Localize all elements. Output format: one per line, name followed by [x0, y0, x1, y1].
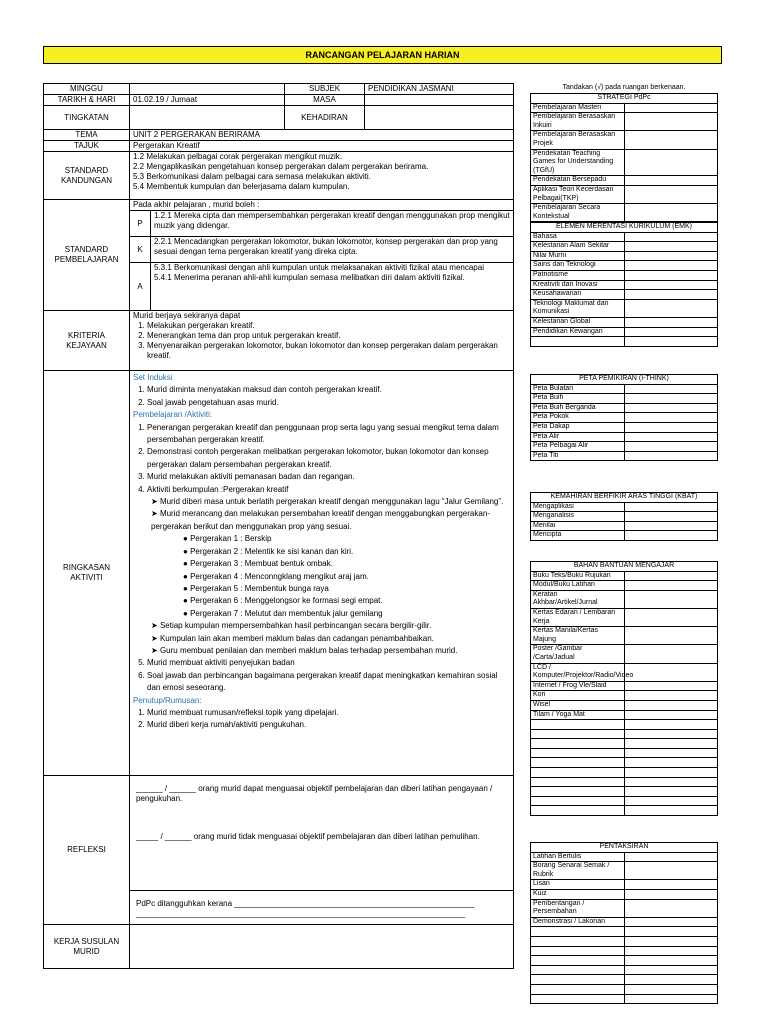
refleksi-label: REFLEKSI: [44, 776, 130, 925]
arrow-icon: ➤: [151, 509, 158, 519]
pentaksiran-tick-box[interactable]: [624, 917, 718, 927]
pentaksiran-item-label: [531, 965, 625, 975]
emk-tick-box[interactable]: [624, 251, 718, 261]
refleksi-line2: _____ / ______ orang murid tidak menguasai objektif pembelajaran dan diberi latihan pemulihan.: [136, 832, 480, 841]
kk-item: 2. Menerangkan tema dan prop untuk pergerakan kreatif.: [147, 331, 510, 341]
pentaksiran-item-label: [531, 927, 625, 937]
bbm-item-label: [531, 768, 625, 778]
arrow-item: Murid merancang dan melakukan persembahan kreatif dengan menggabungkan pergerakan-pergerakan berikut dan menggunakan prop yang sesuai.: [151, 509, 490, 531]
ithink-table: [530, 374, 718, 461]
ithink-item-label: Peta Pokok: [531, 413, 625, 423]
sk-item: 1.2 Melakukan pelbagai corak pergerakan mengikut muzik.: [133, 152, 343, 161]
sk-item: 5.4 Membentuk kumpulan dan belerjasama dalam kumpulan.: [133, 182, 350, 191]
induksi-item: 1. Murid diminta menyatakan maksud dan contoh pergerakan kreatif.: [147, 384, 510, 396]
pentaksiran-item-label: [531, 984, 625, 994]
bbm-tick-box[interactable]: [624, 681, 718, 691]
aktiviti-item: 4. Aktiviti berkumpulan :Pergerakan kreatif: [147, 484, 510, 496]
pentaksiran-tick-box[interactable]: [624, 965, 718, 975]
pentaksiran-heading: PENTAKSIRAN: [531, 843, 718, 853]
ithink-tick-box[interactable]: [624, 422, 718, 432]
tingkatan-value[interactable]: [130, 106, 285, 130]
lesson-plan-table: [43, 83, 514, 969]
ithink-tick-box[interactable]: [624, 442, 718, 452]
penutup-heading: Penutup/Rumusan:: [133, 695, 202, 705]
strategi-tick-box[interactable]: [624, 149, 718, 176]
bbm-item-label: [531, 787, 625, 797]
emk-tick-box[interactable]: [624, 261, 718, 271]
bbm-item-label: Wisel: [531, 700, 625, 710]
sk-content[interactable]: [130, 152, 514, 200]
pentaksiran-tick-box[interactable]: [624, 956, 718, 966]
emk-item-label: Pendidikan Kewangan: [531, 327, 625, 337]
strategi-item-label: Pembelajaran Berasaskan Inkuiri: [531, 113, 625, 131]
pentaksiran-item-label: [531, 975, 625, 985]
sp-key-a: A: [130, 263, 151, 311]
pentaksiran-tick-box[interactable]: [624, 880, 718, 890]
emk-tick-box[interactable]: [624, 337, 718, 347]
bbm-item-label: Kertas Edaran / Lembaran Kerja: [531, 608, 625, 626]
emk-item-label: Kelestarian Global: [531, 317, 625, 327]
emk-tick-box[interactable]: [624, 232, 718, 242]
pentaksiran-item-label: Latihan Bertulis: [531, 852, 625, 862]
bbm-tick-box[interactable]: [624, 627, 718, 645]
sp-intro: Pada akhir pelajaran , murid boleh :: [130, 200, 514, 211]
sp-text-a[interactable]: [151, 263, 514, 311]
ithink-item-label: Peta Titi: [531, 451, 625, 461]
minggu-value[interactable]: [130, 84, 285, 95]
arrow-item: Guru membuat penilaian dan memberi maklum balas terhadap persembahan murid.: [159, 645, 458, 655]
kk-intro: Murid berjaya sekiranya dapat: [133, 311, 241, 320]
pentaksiran-item-label: [531, 936, 625, 946]
ithink-tick-box[interactable]: [624, 384, 718, 394]
bbm-tick-box[interactable]: [624, 710, 718, 720]
pentaksiran-tick-box[interactable]: [624, 899, 718, 917]
emk-tick-box[interactable]: [624, 270, 718, 280]
kk-label: KRITERIA KEJAYAAN: [44, 311, 130, 371]
bbm-item-label: Kertas Manila/Kertas Majung: [531, 627, 625, 645]
kbat-item-label: Menilai: [531, 521, 625, 531]
strategi-tick-box[interactable]: [624, 176, 718, 186]
pentaksiran-tick-box[interactable]: [624, 936, 718, 946]
tajuk-label: TAJUK: [44, 141, 130, 152]
sp-key-p: P: [130, 211, 151, 237]
emk-item-label: Keusahawanan: [531, 290, 625, 300]
bbm-tick-box[interactable]: [624, 729, 718, 739]
arrow-item: Murid diberi masa untuk berlatih pergerakan kreatif dengan menggunakan lagu “Jalur Gemilang”.: [159, 497, 504, 507]
penutup-item: 1. Murid membuat rumusan/refleksi topik yang dipelajari.: [147, 707, 510, 719]
aktiviti-item: 6. Soal jawab dan perbincangan bagaimana pergerakan kreatif dapat meningkatkan kemahiran sosial dan emosi seseorang.: [147, 670, 510, 695]
bbm-item-label: Poster /Gambar /Carta/Jadual: [531, 645, 625, 663]
bbm-tick-box[interactable]: [624, 748, 718, 758]
arrow-icon: ➤: [151, 497, 158, 507]
emk-tick-box[interactable]: [624, 290, 718, 300]
pentaksiran-tick-box[interactable]: [624, 927, 718, 937]
bbm-item-label: [531, 796, 625, 806]
bullet-item: ● Pergerakan 1 : Berskip: [183, 534, 272, 544]
strategi-tick-box[interactable]: [624, 103, 718, 113]
pentaksiran-item-label: [531, 994, 625, 1004]
pentaksiran-item-label: Kuiz: [531, 889, 625, 899]
bbm-item-label: [531, 720, 625, 730]
strategi-tick-box[interactable]: [624, 185, 718, 203]
tema-value[interactable]: UNIT 2 PERGERAKAN BERIRAMA: [130, 130, 514, 141]
kerja-susulan-label: KERJA SUSULAN MURID: [44, 925, 130, 969]
tingkatan-label: TINGKATAN: [44, 106, 130, 130]
bullet-item: ● Pergerakan 6 : Menggelongsor ke formasi segi empat.: [183, 596, 383, 606]
kehadiran-value[interactable]: [365, 106, 514, 130]
emk-table: [530, 222, 718, 347]
arrow-icon: ➤: [151, 633, 158, 643]
pentaksiran-tick-box[interactable]: [624, 975, 718, 985]
ithink-item-label: Peta Buih: [531, 394, 625, 404]
kk-item: 3. Menyenaraikan pergerakan lokomotor, bukan lokomotor dan konsep pergerakan dalam pergerakan kreatif.: [147, 341, 510, 361]
kbat-tick-box[interactable]: [624, 521, 718, 531]
sp-key-k: K: [130, 237, 151, 263]
sp-text-k[interactable]: 2.2.1 Mencadangkan pergerakan lokomotor, bukan lokomotor, konsep pergerakan dan prop yang sesuai dengan tema pergerakan kreatif yang direka cipta.: [151, 237, 514, 263]
ithink-item-label: Peta Bulatan: [531, 384, 625, 394]
arrow-icon: ➤: [151, 621, 158, 631]
page-title: RANCANGAN PELAJARAN HARIAN: [43, 46, 722, 64]
strategi-table: [530, 93, 718, 222]
pentaksiran-tick-box[interactable]: [624, 984, 718, 994]
masa-value[interactable]: [365, 95, 514, 106]
kbat-table: [530, 492, 718, 541]
aktiviti-item: 5. Murid membuat aktiviti penyejukan badan: [147, 657, 510, 669]
minggu-label: MINGGU: [44, 84, 130, 95]
strategi-tick-box[interactable]: [624, 131, 718, 149]
emk-heading: ELEMEN MERENTASI KURIKULUM (EMK): [531, 223, 718, 233]
penutup-item: 2. Murid diberi kerja rumah/aktiviti pengukuhan.: [147, 719, 510, 731]
strategi-tick-box[interactable]: [624, 204, 718, 222]
strategi-item-label: Pendekatan Bersepadu: [531, 176, 625, 186]
strategi-item-label: Pembelajaran Berasaskan Projek: [531, 131, 625, 149]
emk-tick-box[interactable]: [624, 242, 718, 252]
bullet-item: ● Pergerakan 3 : Membuat bentuk ombak.: [183, 559, 333, 569]
bbm-item-label: Internet / Frog Vle/Slaid: [531, 681, 625, 691]
pentaksiran-item-label: [531, 956, 625, 966]
pentaksiran-tick-box[interactable]: [624, 862, 718, 880]
pembelajaran-heading: Pembelajaran /Aktiviti:: [133, 410, 213, 420]
emk-item-label: Nilai Murni: [531, 251, 625, 261]
kk-content[interactable]: [130, 311, 514, 371]
bbm-tick-box[interactable]: [624, 796, 718, 806]
subjek-label: SUBJEK: [285, 84, 365, 95]
subjek-value[interactable]: PENDIDIKAN JASMANI: [365, 84, 514, 95]
tarikh-label: TARIKH & HARI: [44, 95, 130, 106]
sp-text-p[interactable]: 1.2.1 Mereka cipta dan mempersembahkan pergerakan kreatif dengan menggunakan prop mengikut muzik yang didengar.: [151, 211, 514, 237]
pentaksiran-item-label: Demonstrasi / Lakonan: [531, 917, 625, 927]
bbm-tick-box[interactable]: [624, 720, 718, 730]
strategi-item-label: Pembelajaran Masteri: [531, 103, 625, 113]
bullet-item: ● Pergerakan 4 : Menconngklang mengikut araj jam.: [183, 571, 369, 581]
arrow-icon: ➤: [151, 645, 158, 655]
kbat-tick-box[interactable]: [624, 502, 718, 512]
emk-tick-box[interactable]: [624, 280, 718, 290]
set-induksi-heading: Set Induksi: [133, 373, 173, 382]
bullet-item: ● Pergerakan 7 : Melutut dan membentuk jalur gemilang: [183, 608, 383, 618]
bbm-item-label: Kon: [531, 691, 625, 701]
bbm-item-label: [531, 729, 625, 739]
kerja-susulan-value[interactable]: [130, 925, 514, 969]
tema-label: TEMA: [44, 130, 130, 141]
bbm-tick-box[interactable]: [624, 700, 718, 710]
kk-item: 1. Melakukan pergerakan kreatif.: [147, 321, 510, 331]
bbm-tick-box[interactable]: [624, 663, 718, 681]
kbat-tick-box[interactable]: [624, 531, 718, 541]
bbm-tick-box[interactable]: [624, 777, 718, 787]
bbm-tick-box[interactable]: [624, 768, 718, 778]
sp-a-line1: 5.3.1 Berkomunikasi dengan ahli kumpulan untuk melaksanakan aktiviti fizikal atau mencapai: [154, 263, 484, 272]
pentaksiran-tick-box[interactable]: [624, 994, 718, 1004]
ra-label: RINGKASAN AKTIVITI: [44, 371, 130, 776]
bbm-tick-box[interactable]: [624, 691, 718, 701]
ithink-tick-box[interactable]: [624, 403, 718, 413]
refleksi-content[interactable]: [130, 776, 514, 925]
induksi-item: 2. Soal jawab pengetahuan asas murid.: [147, 397, 510, 409]
pentaksiran-table: [530, 842, 718, 1004]
ithink-tick-box[interactable]: [624, 413, 718, 423]
ithink-item-label: Peta Dakap: [531, 422, 625, 432]
emk-item-label: Patriotisme: [531, 270, 625, 280]
ithink-item-label: Peta Alir: [531, 432, 625, 442]
aktiviti-item: 2. Demonstrasi contoh pergerakan melibatkan pergerakan lokomotor, bukan lokomotor dan konsep pergerakan dalam persembahan pergerakan kreatif.: [147, 446, 510, 471]
refleksi-line3: PdPc ditangguhkan kerana ______________________________________________________: [136, 899, 475, 908]
kbat-item-label: Menganalisis: [531, 512, 625, 522]
ithink-item-label: Peta Buih Berganda: [531, 403, 625, 413]
pentaksiran-tick-box[interactable]: [624, 946, 718, 956]
bbm-tick-box[interactable]: [624, 590, 718, 608]
bbm-item-label: Buku Teks/Buku Rujukan: [531, 571, 625, 581]
pentaksiran-item-label: Lisan: [531, 880, 625, 890]
kbat-tick-box[interactable]: [624, 512, 718, 522]
sk-label: STANDARD KANDUNGAN: [44, 152, 130, 200]
bbm-item-label: [531, 758, 625, 768]
kbat-heading: KEMAHIRAN BERFIKIR ARAS TINGGI (KBAT): [531, 493, 718, 503]
sp-label: STANDARD PEMBELAJARAN: [44, 200, 130, 311]
masa-label: MASA: [285, 95, 365, 106]
emk-item-label: [531, 337, 625, 347]
bbm-tick-box[interactable]: [624, 787, 718, 797]
ra-content[interactable]: [130, 371, 514, 776]
bbm-item-label: [531, 806, 625, 816]
tarikh-value[interactable]: 01.02.19 / Jumaat: [130, 95, 285, 106]
strategi-item-label: Aplikasi Teori Kecerdasan Pelbagai(TKP): [531, 185, 625, 203]
strategi-item-label: Pendekatan Teaching Games for Understanding (TGfU): [531, 149, 625, 176]
kbat-item-label: Mengaplikasi: [531, 502, 625, 512]
bbm-item-label: Tilam / Yoga Mat: [531, 710, 625, 720]
arrow-item: Setiap kumpulan mempersembahkan hasil perbincangan secara bergilir-gilir.: [159, 621, 432, 631]
pentaksiran-item-label: Pembentangan / Persembahan: [531, 899, 625, 917]
aktiviti-item: 3. Murid melakukan aktiviti pemanasan badan dan regangan.: [147, 471, 510, 483]
kbat-item-label: Mencipta: [531, 531, 625, 541]
bullet-item: ● Pergerakan 2 : Melentik ke sisi kanan dan kiri.: [183, 546, 354, 556]
emk-item-label: Kreativiti dan Inovasi: [531, 280, 625, 290]
ithink-heading: PETA PEMIKIRAN (I-THINK): [531, 375, 718, 385]
emk-item-label: Sains dan Teknologi: [531, 261, 625, 271]
bbm-tick-box[interactable]: [624, 608, 718, 626]
kehadiran-label: KEHADIRAN: [285, 106, 365, 130]
emk-tick-box[interactable]: [624, 327, 718, 337]
bbm-heading: BAHAN BANTUAN MENGAJAR: [531, 562, 718, 572]
emk-item-label: Kelestarian Alam Sekitar: [531, 242, 625, 252]
bbm-item-label: Modul/Buku Latihan: [531, 581, 625, 591]
emk-tick-box[interactable]: [624, 317, 718, 327]
ithink-tick-box[interactable]: [624, 451, 718, 461]
sk-item: 2.2 Mengaplikasikan pengetahuan konsep pergerakan dalam pergerakan berirama.: [133, 162, 429, 171]
tajuk-value[interactable]: Pergerakan Kreatif: [130, 141, 514, 152]
refleksi-line1: ______ / ______ orang murid dapat menguasai objektif pembelajaran dan diberi latihan pengayaan / pengukuhan.: [136, 784, 493, 803]
bbm-tick-box[interactable]: [624, 581, 718, 591]
bullet-item: ● Pergerakan 5 : Membentuk bunga raya: [183, 583, 329, 593]
sp-a-line2: 5.4.1 Menerima peranan ahli-ahli kumpulan semasa melibatkan diri dalam aktiviti fizikal.: [154, 273, 465, 282]
emk-tick-box[interactable]: [624, 299, 718, 317]
bbm-item-label: [531, 777, 625, 787]
arrow-item: Kumpulan lain akan memberi maklum balas dan cadangan penambahbaikan.: [159, 633, 434, 643]
bbm-tick-box[interactable]: [624, 739, 718, 749]
strategi-heading: STRATEGI PdPc: [531, 94, 718, 104]
ithink-tick-box[interactable]: [624, 432, 718, 442]
pentaksiran-tick-box[interactable]: [624, 852, 718, 862]
bbm-table: [530, 561, 718, 816]
strategi-item-label: Pembelajaran Secara Kontekstual: [531, 204, 625, 222]
bbm-item-label: LCD / Komputer/Projektor/Radio/Video: [531, 663, 625, 681]
emk-item-label: Teknologi Maklumat dan Komunikasi: [531, 299, 625, 317]
bbm-item-label: [531, 748, 625, 758]
refleksi-line4: __________________________________________________________________________: [136, 909, 466, 918]
bbm-tick-box[interactable]: [624, 571, 718, 581]
sk-item: 5.3 Berkomunikasi dalam pelbagai cara semasa melakukan aktiviti.: [133, 172, 371, 181]
pentaksiran-item-label: Borang Senarai Semak / Rubrik: [531, 862, 625, 880]
pentaksiran-tick-box[interactable]: [624, 889, 718, 899]
ithink-item-label: Peta Pelbagai Alir: [531, 442, 625, 452]
aktiviti-item: 1. Penerangan pergerakan kreatif dan penggunaan prop serta lagu yang sesuai mengikut tema dalam persembahan pergerakan kreatif.: [147, 422, 510, 447]
bbm-item-label: [531, 739, 625, 749]
bbm-item-label: Keratan Akhbar/Artikel/Jurnal: [531, 590, 625, 608]
bbm-tick-box[interactable]: [624, 758, 718, 768]
bbm-tick-box[interactable]: [624, 645, 718, 663]
ithink-tick-box[interactable]: [624, 394, 718, 404]
tick-note: Tandakan (√) pada ruangan berkenaan.: [562, 84, 686, 91]
bbm-tick-box[interactable]: [624, 806, 718, 816]
strategi-tick-box[interactable]: [624, 113, 718, 131]
pentaksiran-item-label: [531, 946, 625, 956]
emk-item-label: Bahasa: [531, 232, 625, 242]
